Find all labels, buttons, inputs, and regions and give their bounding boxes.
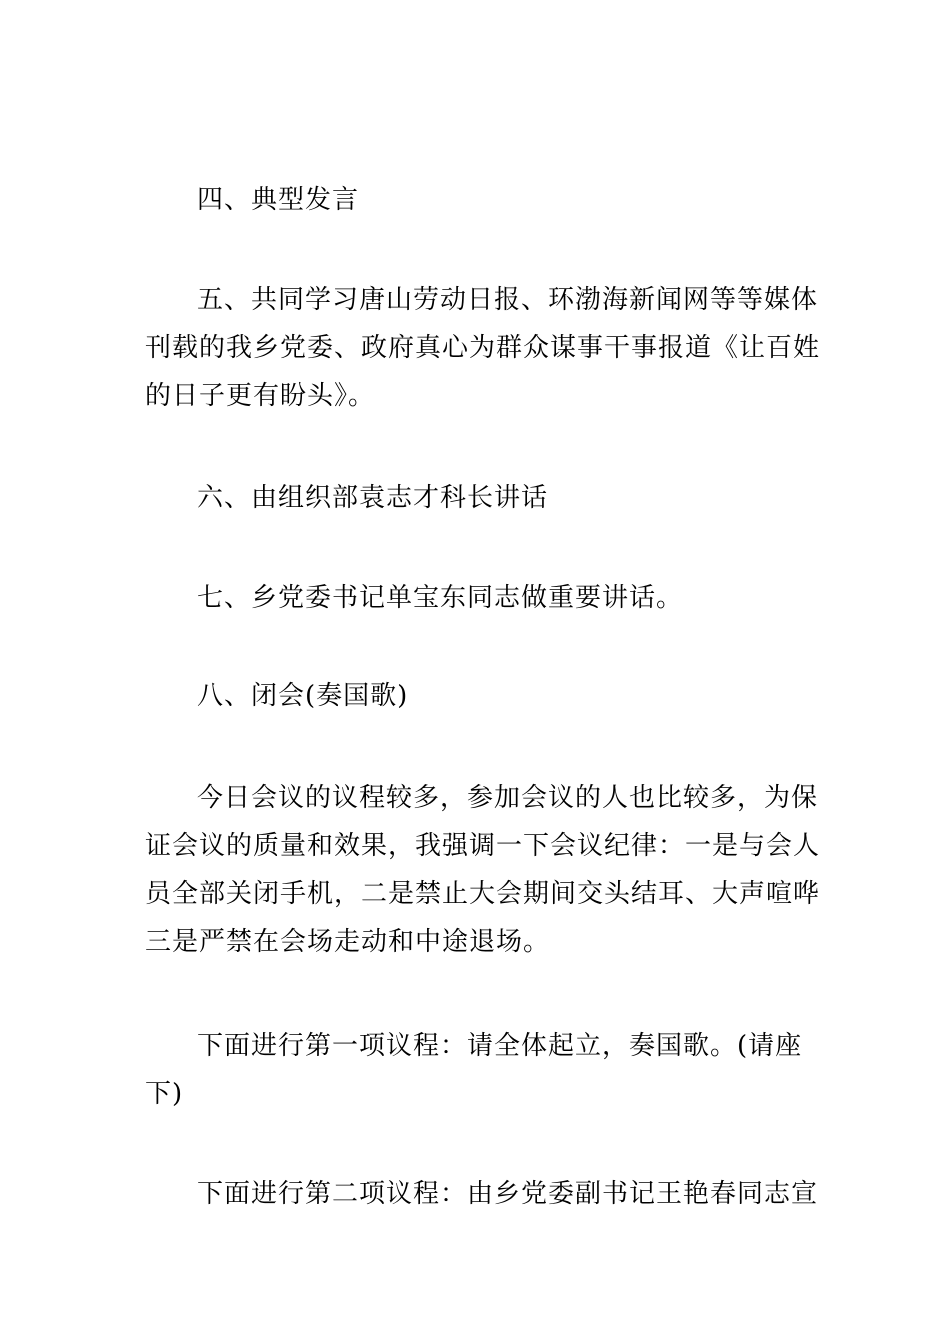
paragraph-agenda-item-one xyxy=(145,1022,807,1118)
text-line: 的日子更有盼头》。 xyxy=(145,381,376,411)
paragraph-party-secretary-speech xyxy=(145,574,807,622)
text-line: 今日会议的议程较多，参加会议的人也比较多，为保 xyxy=(197,783,819,813)
paragraph-closing xyxy=(145,672,807,720)
text-line: 下面进行第一项议程：请全体起立，奏国歌。(请座 xyxy=(197,1031,803,1061)
text-line: 证会议的质量和效果，我强调一下会议纪律：一是与会人 xyxy=(145,831,821,861)
text-line: 下面进行第二项议程：由乡党委副书记王艳春同志宣 xyxy=(197,1179,819,1209)
text-line: 三是严禁在会场走动和中途退场。 xyxy=(145,927,551,957)
paragraph-study-media-report xyxy=(145,276,821,420)
paragraph-meeting-discipline xyxy=(145,774,821,966)
text-line: 六、由组织部袁志才科长讲话 xyxy=(197,483,549,513)
text-line: 刊载的我乡党委、政府真心为群众谋事干事报道《让百姓 xyxy=(145,333,821,363)
text-line: 五、共同学习唐山劳动日报、环渤海新闻网等等媒体 xyxy=(197,285,819,315)
text-line: 四、典型发言 xyxy=(197,185,360,215)
text-line: 八、闭会(奏国歌) xyxy=(197,681,409,711)
text-line: 七、乡党委书记单宝东同志做重要讲话。 xyxy=(197,583,684,613)
paragraph-agenda-item-two xyxy=(145,1170,819,1218)
text-line: 下) xyxy=(145,1079,184,1109)
paragraph-typical-speech xyxy=(145,176,807,224)
paragraph-organization-dept-speech xyxy=(145,474,807,522)
text-line: 员全部关闭手机，二是禁止大会期间交头结耳、大声喧哗 xyxy=(145,879,821,909)
